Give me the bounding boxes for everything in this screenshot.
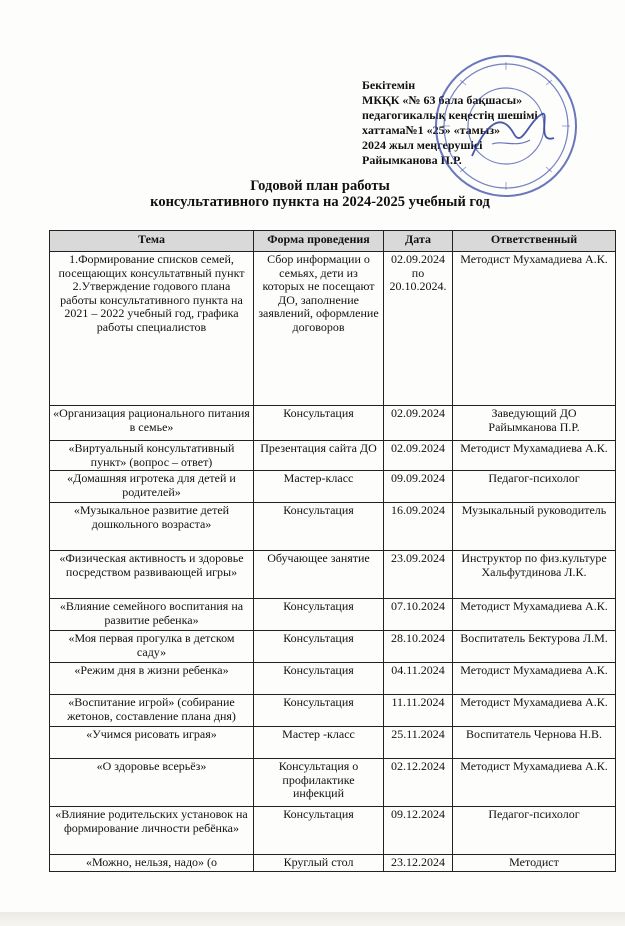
cell-topic: «Домашняя игротека для детей и родителей»: [50, 471, 254, 503]
cell-responsible: Методист Мухамадиева А.К.: [453, 599, 616, 631]
table-row: [50, 855, 616, 872]
cell-responsible: Музыкальный руководитель: [453, 503, 616, 551]
document-title: [40, 178, 600, 210]
cell-date: 11.11.2024: [384, 695, 453, 727]
approval-line: Райымканова П.Р.: [362, 153, 462, 167]
table-row: [50, 807, 616, 855]
cell-form: Консультация: [254, 695, 384, 727]
cell-date: 16.09.2024: [384, 503, 453, 551]
cell-topic: 1.Формирование списков семей, посещающих консультатвный пункт 2.Утверждение годового плана работы консультативного пункта на 2021 – 2022 учебный год, графика работы специалистов: [50, 252, 254, 406]
cell-form: Мастер-класс: [254, 471, 384, 503]
page-edge: [0, 912, 625, 926]
signature-icon: [472, 114, 554, 156]
cell-date: 09.09.2024: [384, 471, 453, 503]
cell-responsible: Педагог-психолог: [453, 807, 616, 855]
cell-date: 28.10.2024: [384, 631, 453, 663]
cell-topic: «Влияние родительских установок на формирование личности ребёнка»: [50, 807, 254, 855]
cell-topic: «Виртуальный консультативный пункт» (вопрос – ответ): [50, 441, 254, 471]
table-row: [50, 471, 616, 503]
cell-topic: «Организация рационального питания в семье»: [50, 406, 254, 441]
header-date: Дата: [384, 231, 453, 252]
table-row: [50, 759, 616, 807]
cell-responsible: Методист Мухамадиева А.К.: [453, 663, 616, 695]
cell-form: Консультация: [254, 631, 384, 663]
cell-topic: «Учимся рисовать играя»: [50, 727, 254, 759]
cell-date: 04.11.2024: [384, 663, 453, 695]
table-row: [50, 727, 616, 759]
cell-topic: «О здоровье всерьёз»: [50, 759, 254, 807]
cell-date: 02.09.2024: [384, 406, 453, 441]
cell-form: Презентация сайта ДО: [254, 441, 384, 471]
title-line-2: консультативного пункта на 2024-2025 учебный год: [150, 194, 490, 210]
table-row: [50, 406, 616, 441]
header-form: Форма проведения: [254, 231, 384, 252]
approval-line: Бекітемін: [362, 78, 416, 92]
cell-form: Мастер -класс: [254, 727, 384, 759]
table-row: [50, 695, 616, 727]
header-topic: Тема: [50, 231, 254, 252]
cell-date: 23.12.2024: [384, 855, 453, 872]
approval-line: педагогикалық кеңестің шешімі: [362, 108, 538, 122]
header-responsible: Ответственный: [453, 231, 616, 252]
cell-form: Консультация: [254, 503, 384, 551]
cell-form: Консультация о профилактике инфекций: [254, 759, 384, 807]
cell-topic: «Физическая активность и здоровье посредством развивающей игры»: [50, 551, 254, 599]
cell-date: 09.12.2024: [384, 807, 453, 855]
approval-line: 2024 жыл меңгерушісі: [362, 138, 483, 152]
cell-responsible: Методист Мухамадиева А.К.: [453, 695, 616, 727]
table-row: [50, 663, 616, 695]
cell-responsible: Инструктор по физ.культуре Хальфутдинова Л.К.: [453, 551, 616, 599]
approval-line: МКҚК «№ 63 бала бақшасы»: [362, 93, 523, 107]
table-row: [50, 441, 616, 471]
cell-responsible: Методист: [453, 855, 616, 872]
cell-responsible: Педагог-психолог: [453, 471, 616, 503]
table-row: [50, 551, 616, 599]
table-row: [50, 599, 616, 631]
cell-date: 02.09.2024 по 20.10.2024.: [384, 252, 453, 406]
table-row: [50, 252, 616, 406]
cell-form: Консультация: [254, 663, 384, 695]
cell-form: Консультация: [254, 599, 384, 631]
table-row: [50, 503, 616, 551]
approval-line: хаттама№1 «25» «тамыз»: [362, 123, 501, 137]
cell-responsible: Воспитатель Бектурова Л.М.: [453, 631, 616, 663]
cell-responsible: Воспитатель Чернова Н.В.: [453, 727, 616, 759]
cell-responsible: Методист Мухамадиева А.К.: [453, 252, 616, 406]
cell-form: Сбор информации о семьях, дети из которых не посещают ДО, заполнение заявлений, оформление договоров: [254, 252, 384, 406]
table-row: [50, 631, 616, 663]
cell-date: 23.09.2024: [384, 551, 453, 599]
cell-date: 02.09.2024: [384, 441, 453, 471]
cell-topic: «Моя первая прогулка в детском саду»: [50, 631, 254, 663]
cell-responsible: Заведующий ДО Райымканова П.Р.: [453, 406, 616, 441]
cell-date: 07.10.2024: [384, 599, 453, 631]
cell-form: Круглый стол: [254, 855, 384, 872]
plan-table: [49, 230, 616, 872]
cell-topic: «Музыкальное развитие детей дошкольного возраста»: [50, 503, 254, 551]
cell-form: Консультация: [254, 406, 384, 441]
table-header-row: [50, 231, 616, 252]
cell-topic: «Воспитание игрой» (собирание жетонов, составление плана дня): [50, 695, 254, 727]
cell-form: Обучающее занятие: [254, 551, 384, 599]
cell-topic: «Можно, нельзя, надо» (о: [50, 855, 254, 872]
cell-topic: «Режим дня в жизни ребенка»: [50, 663, 254, 695]
cell-responsible: Методист Мухамадиева А.К.: [453, 759, 616, 807]
title-line-1: Годовой план работы: [250, 178, 390, 194]
cell-responsible: Методист Мухамадиева А.К.: [453, 441, 616, 471]
cell-date: 25.11.2024: [384, 727, 453, 759]
cell-topic: «Влияние семейного воспитания на развитие ребенка»: [50, 599, 254, 631]
cell-date: 02.12.2024: [384, 759, 453, 807]
cell-form: Консультация: [254, 807, 384, 855]
